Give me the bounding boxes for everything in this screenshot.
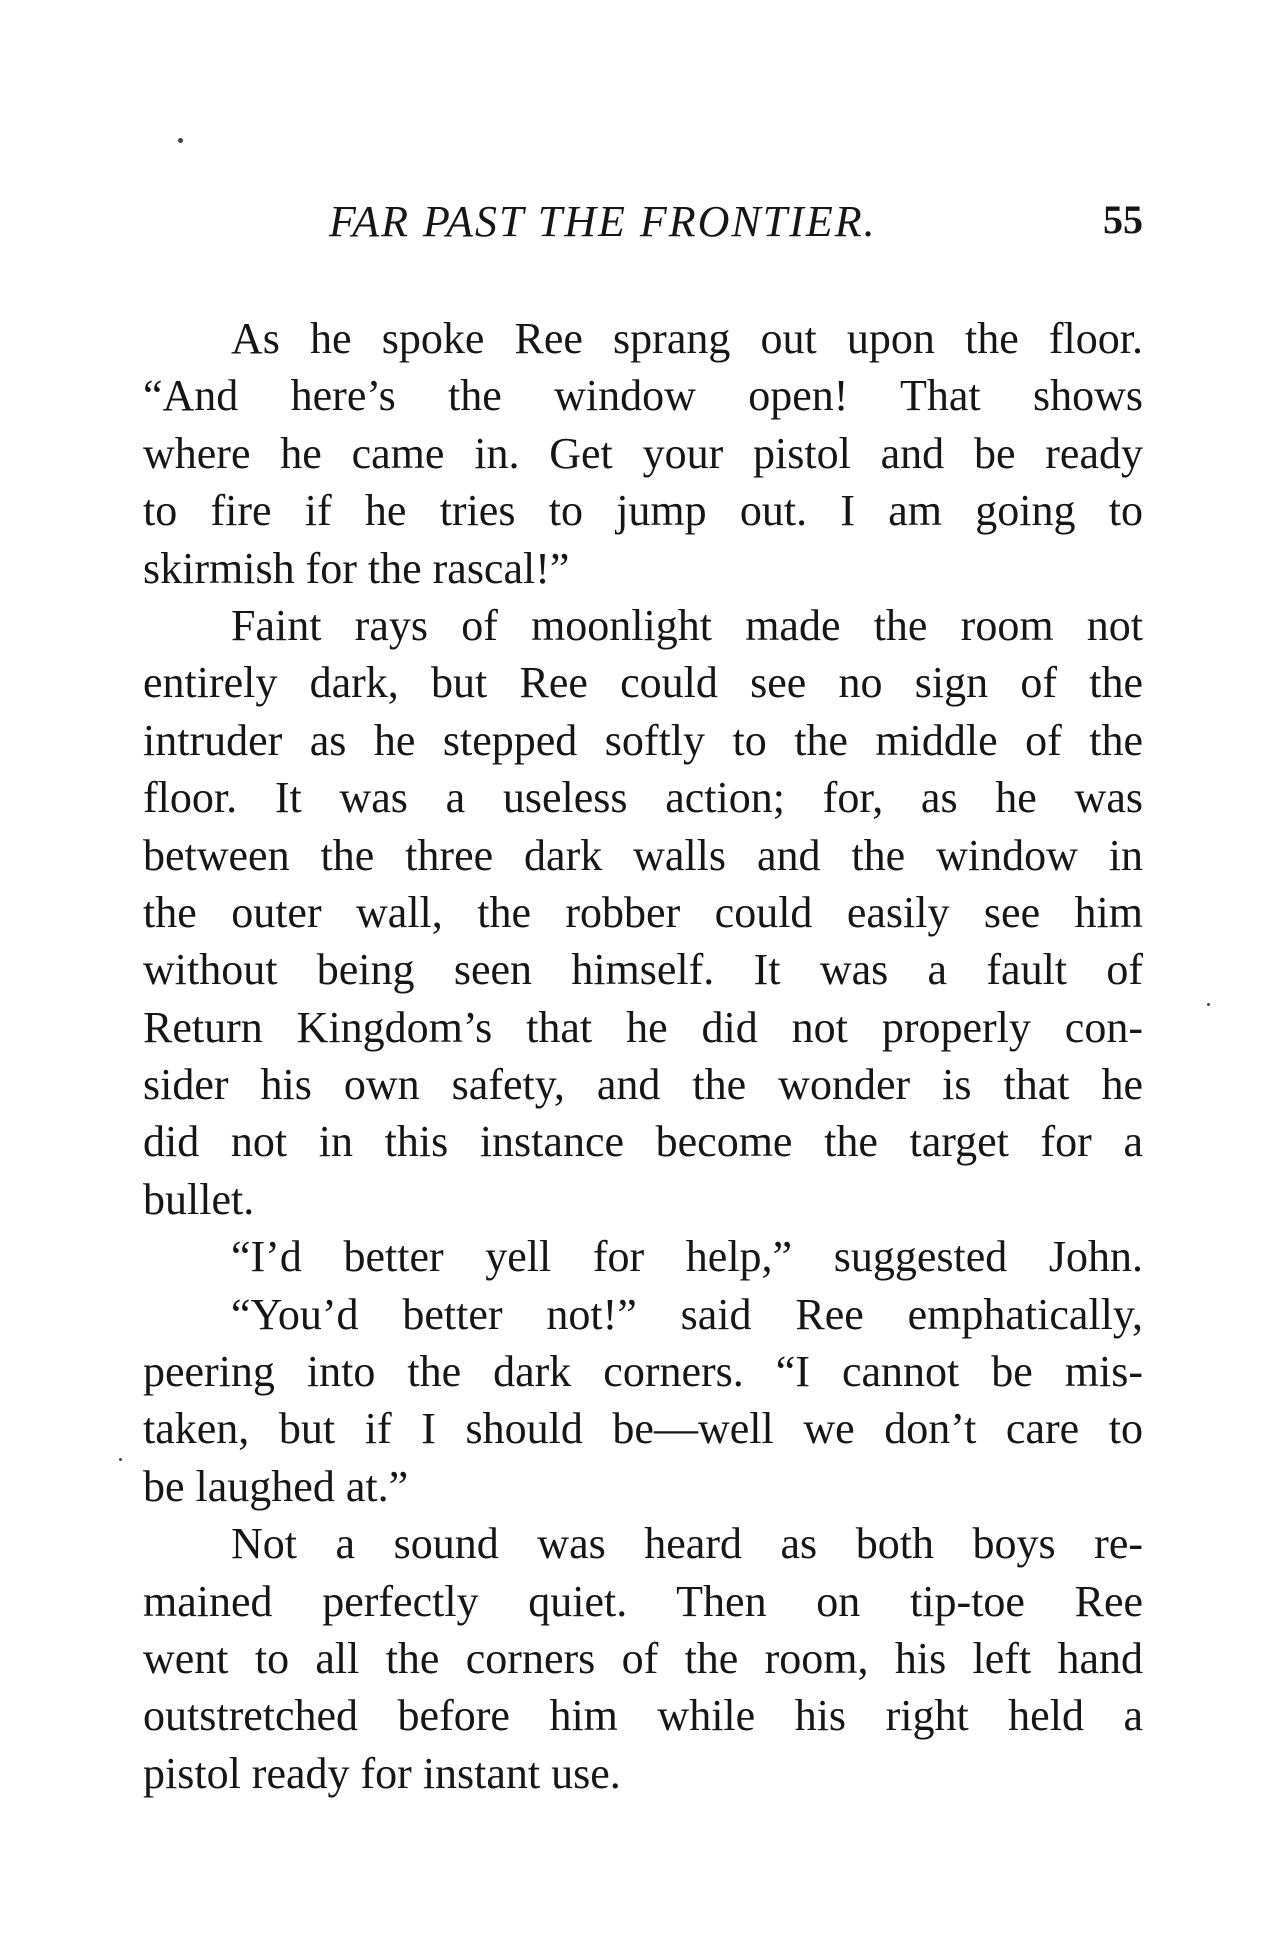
print-speck <box>119 1458 122 1461</box>
text-line: As he spoke Ree sprang out upon the floor. <box>231 314 1143 363</box>
text-line: intruder as he stepped softly to the middle of the <box>143 715 1143 765</box>
text-line: be laughed at.” <box>143 1461 409 1511</box>
text-line: taken, but if I should be—well we don’t care to <box>143 1404 1143 1454</box>
text-line: did not in this instance become the target for a <box>143 1117 1143 1167</box>
text-line: Return Kingdom’s that he did not properly con- <box>143 1002 1143 1052</box>
text-line: between the three dark walls and the window in <box>143 830 1143 880</box>
text-line: outstretched before him while his right held a <box>143 1691 1143 1741</box>
text-line: sider his own safety, and the wonder is that he <box>143 1060 1143 1110</box>
text-line: peering into the dark corners. “I cannot be mis- <box>143 1347 1143 1397</box>
page-header <box>143 196 1143 256</box>
text-line: the outer wall, the robber could easily see him <box>143 887 1143 937</box>
text-line: without being seen himself. It was a fault of <box>143 945 1143 995</box>
page-number: 55 <box>1103 197 1143 242</box>
text-line: bullet. <box>143 1174 255 1224</box>
text-line: “And here’s the window open! That shows <box>143 371 1143 421</box>
print-speck <box>178 138 183 143</box>
text-line: Faint rays of moonlight made the room not <box>231 600 1143 650</box>
text-line: went to all the corners of the room, his left hand <box>143 1633 1143 1683</box>
text-line: mained perfectly quiet. Then on tip-toe Ree <box>143 1576 1143 1626</box>
print-speck <box>1207 1003 1210 1006</box>
body-text <box>143 310 1143 1802</box>
text-line: skirmish for the rascal!” <box>143 543 570 593</box>
text-line: to fire if he tries to jump out. I am going to <box>143 486 1143 536</box>
text-line: where he came in. Get your pistol and be ready <box>143 428 1143 478</box>
running-head: FAR PAST THE FRONTIER. <box>329 197 877 246</box>
text-line: Not a sound was heard as both boys re- <box>231 1519 1143 1569</box>
text-line: “I’d better yell for help,” suggested John. <box>231 1232 1143 1282</box>
text-line: floor. It was a useless action; for, as he was <box>143 773 1143 823</box>
text-line: entirely dark, but Ree could see no sign of the <box>143 658 1143 708</box>
text-line: pistol ready for instant use. <box>143 1748 621 1798</box>
text-line: “You’d better not!” said Ree emphatically, <box>231 1289 1143 1339</box>
